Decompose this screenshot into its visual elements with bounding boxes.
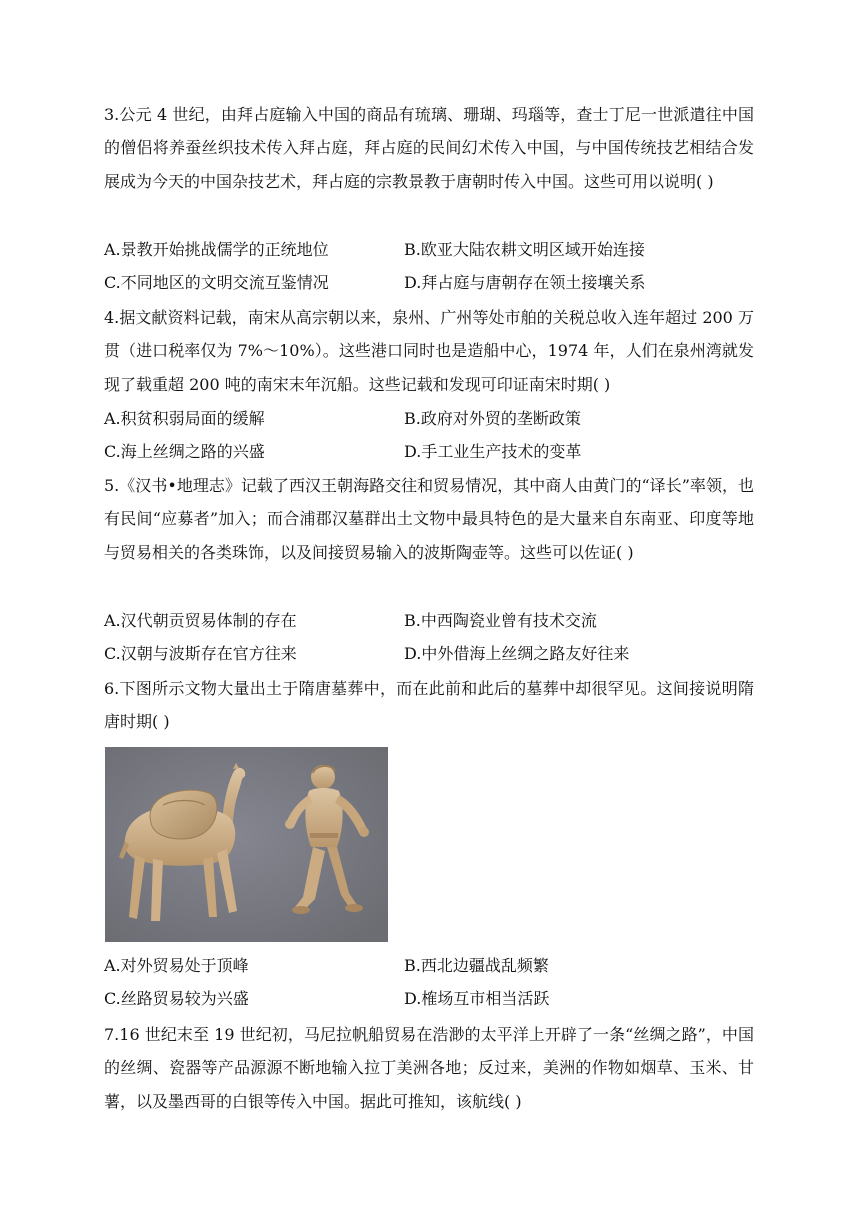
question-3-option-a[interactable]: A.景教开始挑战儒学的正统地位: [104, 240, 329, 259]
question-5-options-row-1: [104, 606, 754, 636]
question-6-option-c[interactable]: C.丝路贸易较为兴盛: [104, 989, 249, 1008]
question-6-stem: 下图所示文物大量出土于隋唐墓葬中，而在此前和此后的墓葬中却很罕见。这间接说明隋唐时期( ): [104, 679, 754, 732]
question-3-stem: 公元 4 世纪，由拜占庭输入中国的商品有琉璃、珊瑚、玛瑙等，查士丁尼一世派遣往中国的僧侣将养蚕丝织技术传入拜占庭，拜占庭的民间幻术传入中国，与中国传统技艺相结合发展成为今天的中国杂技艺术，拜占庭的宗教景教于唐朝时传入中国。这些可用以说明( ): [104, 105, 754, 191]
question-7-number: 7.: [104, 1025, 120, 1044]
question-3-option-b[interactable]: B.欧亚大陆农耕文明区域开始连接: [404, 240, 645, 259]
question-3-number: 3.: [104, 105, 120, 124]
question-6-option-d[interactable]: D.榷场互市相当活跃: [404, 989, 550, 1008]
question-3-options-row-2: [104, 268, 754, 298]
question-5-option-b[interactable]: B.中西陶瓷业曾有技术交流: [404, 611, 597, 630]
camel-and-figurine-photo: [105, 747, 388, 942]
question-6-option-a[interactable]: A.对外贸易处于顶峰: [104, 956, 249, 975]
question-4-option-d[interactable]: D.手工业生产技术的变革: [404, 442, 582, 461]
question-5-option-d[interactable]: D.中外借海上丝绸之路友好往来: [404, 644, 630, 663]
question-6-number: 6.: [104, 679, 120, 698]
question-4: [104, 301, 754, 401]
question-3-option-c[interactable]: C.不同地区的文明交流互鉴情况: [104, 273, 329, 292]
question-5-number: 5.: [104, 476, 120, 495]
question-5-stem: 《汉书•地理志》记载了西汉王朝海路交往和贸易情况，其中商人由黄门的“译长”率领，也有民间“应募者”加入；而合浦郡汉墓群出土文物中最具特色的是大量来自东南亚、印度等地与贸易相关的各类珠饰，以及间接贸易输入的波斯陶壶等。这些可以佐证( ): [104, 476, 754, 562]
question-3-option-d[interactable]: D.拜占庭与唐朝存在领土接壤关系: [404, 273, 646, 292]
question-3: [104, 98, 754, 198]
question-5-option-c[interactable]: C.汉朝与波斯存在官方往来: [104, 644, 297, 663]
camel-and-figurine-icon: [105, 747, 388, 942]
question-4-options-row-2: [104, 437, 754, 467]
question-7: [104, 1018, 754, 1118]
question-7-stem: 16 世纪末至 19 世纪初，马尼拉帆船贸易在浩渺的太平洋上开辟了一条“丝绸之路”，中国的丝绸、瓷器等产品源源不断地输入拉丁美洲各地；反过来，美洲的作物如烟草、玉米、甘薯，以及墨西哥的白银等传入中国。据此可推知，该航线( ): [104, 1025, 754, 1111]
question-4-options-row-1: [104, 404, 754, 434]
question-4-option-b[interactable]: B.政府对外贸的垄断政策: [404, 409, 581, 428]
question-5-options-row-2: [104, 639, 754, 669]
question-6: [104, 672, 754, 739]
question-4-option-a[interactable]: A.积贫积弱局面的缓解: [104, 409, 265, 428]
question-4-stem: 据文献资料记载，南宋从高宗朝以来，泉州、广州等处市舶的关税总收入连年超过 200 万贯（进口税率仅为 7%～10%）。这些港口同时也是造船中心，1974 年，人们在泉州湾就发现了载重超 200 吨的南宋末年沉船。这些记载和发现可印证南宋时期( ): [104, 308, 754, 394]
question-4-number: 4.: [104, 308, 120, 327]
question-5: [104, 469, 754, 569]
question-5-option-a[interactable]: A.汉代朝贡贸易体制的存在: [104, 611, 297, 630]
question-4-option-c[interactable]: C.海上丝绸之路的兴盛: [104, 442, 265, 461]
question-6-options-row-1: [104, 951, 754, 981]
question-6-option-b[interactable]: B.西北边疆战乱频繁: [404, 956, 549, 975]
question-3-options-row-1: [104, 235, 754, 265]
question-6-options-row-2: [104, 984, 754, 1014]
